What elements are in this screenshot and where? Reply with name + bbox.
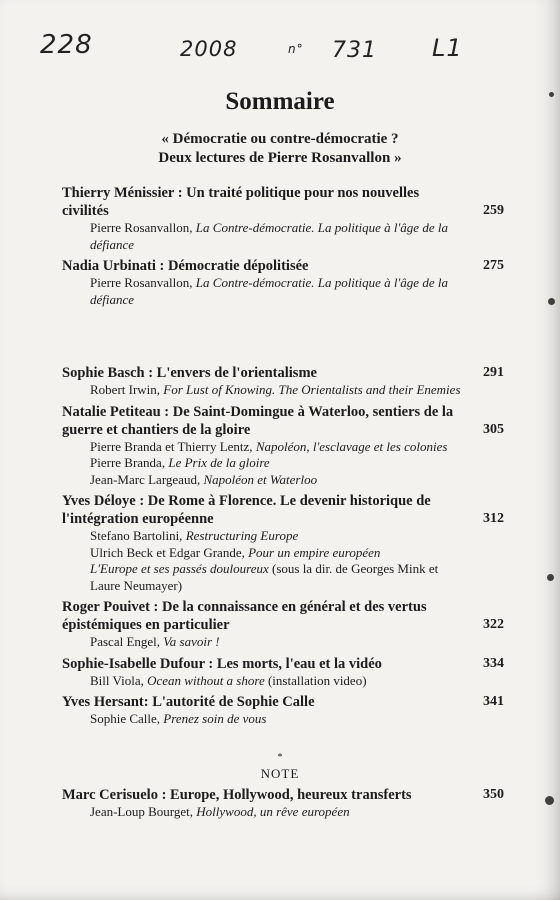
ref-extra: (sous la dir. de Georges Mink et Laure Neumayer)	[90, 561, 439, 593]
ref-work: For Lust of Knowing. The Orientalists and their Enemies	[163, 382, 461, 397]
ref-work: Napoléon et Waterloo	[203, 471, 318, 487]
page-number: 334	[483, 655, 504, 671]
ref-work: Pour un empire européen	[248, 544, 381, 560]
table-of-contents	[62, 184, 502, 732]
toc-entry-heading: Yves Hersant: L'autorité de Sophie Calle	[62, 694, 315, 710]
ref-author: Jean-Marc Largeaud,	[90, 471, 204, 487]
toc-entry-heading: Yves Déloye : De Rome à Florence. Le devenir historique de l'intégration européenne	[62, 493, 431, 527]
page-number: 275	[483, 258, 504, 273]
toc-entry-heading: Natalie Petiteau : De Saint-Domingue à Waterloo, sentiers de la guerre et chantiers de la gloire	[62, 403, 454, 438]
ref-author: Sophie Calle,	[90, 711, 164, 726]
ref-author: Bill Viola,	[90, 672, 148, 688]
note-entry[interactable]	[62, 786, 502, 821]
subtitle-line: « Démocratie ou contre-démocratie ?	[161, 131, 399, 147]
ref-work: Hollywood, un rêve européen	[196, 804, 350, 819]
toc-entry[interactable]	[62, 403, 502, 489]
scan-spot	[545, 796, 554, 805]
handwritten-note: 731	[332, 38, 377, 63]
ref-extra: (installation video)	[264, 672, 367, 688]
ref-author: Pascal Engel,	[90, 634, 164, 649]
toc-reference	[62, 634, 502, 651]
page-title: Sommaire	[225, 88, 335, 115]
toc-entry[interactable]	[62, 655, 502, 690]
page-number: 305	[483, 421, 504, 437]
page-number: 322	[483, 617, 504, 632]
ref-author: Ulrich Beck et Edgar Grande,	[90, 544, 249, 560]
handwritten-note: 2008	[180, 37, 238, 61]
ref-work: Restructuring Europe	[185, 528, 299, 543]
toc-entry-heading: Nadia Urbinati : Démocratie dépolitisée	[62, 258, 309, 274]
page-number: 259	[483, 203, 504, 218]
ref-work: La Contre-démocratie. La politique à l'âge de la défiance	[90, 220, 448, 252]
ref-author: Pierre Rosanvallon,	[90, 220, 196, 235]
ref-work: Ocean without a shore	[147, 672, 265, 688]
subtitle-line: Deux lectures de Pierre Rosanvallon »	[158, 150, 402, 166]
section-gap	[62, 312, 502, 364]
scan-spot	[547, 574, 554, 581]
section-subtitle	[0, 130, 560, 168]
handwritten-note: L1	[432, 34, 463, 62]
page-number: 341	[483, 694, 504, 709]
toc-entry-heading: Sophie Basch : L'envers de l'orientalisme	[62, 365, 317, 381]
note-label: NOTE	[260, 766, 300, 781]
toc-entry-heading: Thierry Ménissier : Un traité politique pour nos nouvelles civilités	[62, 185, 420, 219]
toc-reference	[62, 711, 502, 728]
ref-work: La Contre-démocratie. La politique à l'âge de la défiance	[90, 275, 448, 307]
toc-entry[interactable]	[62, 598, 502, 651]
toc-entry[interactable]	[62, 257, 502, 308]
toc-entry[interactable]	[62, 364, 502, 399]
toc-reference	[62, 804, 502, 821]
toc-reference	[62, 561, 502, 594]
ref-work: L'Europe et ses passés douloureux	[90, 561, 269, 576]
toc-reference	[62, 472, 502, 489]
toc-reference	[62, 382, 502, 399]
toc-reference	[62, 220, 502, 253]
page-number: 291	[483, 365, 504, 380]
handwritten-note: 228	[40, 30, 93, 60]
toc-entry-heading: Roger Pouivet : De la connaissance en général et des vertus épistémiques en particulier	[62, 599, 427, 633]
ref-author: Pierre Branda,	[90, 455, 169, 470]
page-number: 312	[483, 511, 504, 526]
toc-entry-heading: Sophie-Isabelle Dufour : Les morts, l'eau et la vidéo	[62, 655, 382, 672]
ref-work: Va savoir !	[163, 634, 220, 649]
separator-asterisk: *	[277, 752, 283, 763]
page-number: 350	[483, 787, 504, 802]
ref-author: Jean-Loup Bourget,	[90, 804, 197, 819]
toc-entry[interactable]	[62, 492, 502, 594]
scan-spot	[549, 92, 554, 97]
toc-reference	[62, 455, 502, 472]
toc-entry[interactable]	[62, 693, 502, 728]
ref-author: Pierre Rosanvallon,	[90, 275, 196, 290]
scan-spot	[548, 298, 555, 305]
toc-reference	[62, 673, 502, 690]
ref-work: Le Prix de la gloire	[168, 455, 270, 470]
ref-author: Pierre Branda et Thierry Lentz,	[90, 438, 256, 454]
ref-work: Napoléon, l'esclavage et les colonies	[255, 438, 448, 454]
toc-entry[interactable]	[62, 184, 502, 253]
toc-reference	[62, 275, 502, 308]
ref-work: Prenez soin de vous	[163, 711, 267, 726]
ref-author: Robert Irwin,	[90, 382, 164, 397]
ref-author: Stefano Bartolini,	[90, 528, 186, 543]
toc-reference	[62, 545, 502, 562]
toc-entry-heading: Marc Cerisuelo : Europe, Hollywood, heureux transferts	[62, 787, 412, 803]
toc-reference	[62, 528, 502, 545]
handwritten-note: n°	[288, 42, 304, 56]
toc-reference	[62, 439, 502, 456]
